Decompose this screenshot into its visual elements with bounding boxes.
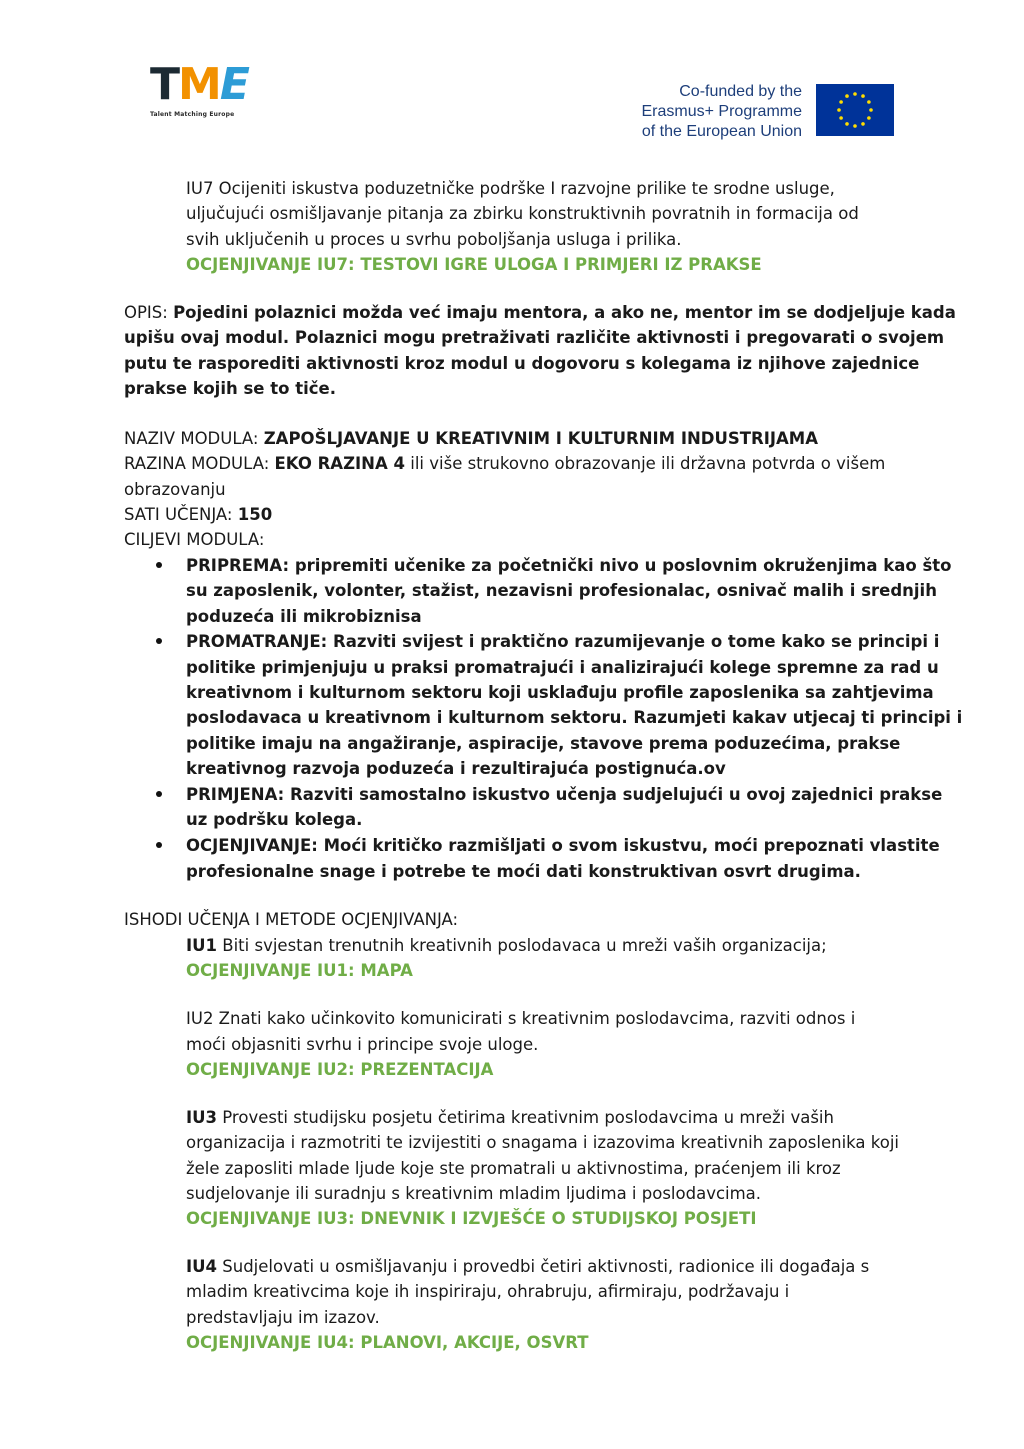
bullet-icon (156, 638, 162, 644)
goal-line: poduzeća ili mikrobiznisa (186, 607, 422, 626)
goal-line: profesionalne snage i potrebe te moći dati konstruktivan osvrt drugima. (186, 862, 861, 881)
iu2-line: IU2 Znati kako učinkovito komunicirati s kreativnim poslodavcima, razviti odnos i (186, 1009, 856, 1028)
opis-line: prakse kojih se to tiče. (124, 379, 336, 398)
iu2-assessment: OCJENJIVANJE IU2: PREZENTACIJA (186, 1060, 494, 1079)
iu1-code: IU1 (186, 936, 218, 955)
goal-line: OCJENJIVANJE: Moći kritičko razmišljati o svom iskustvu, moći prepoznati vlastite (186, 836, 940, 855)
iu2-line: moći objasniti svrhu i principe svoje uloge. (186, 1035, 539, 1054)
razina-rest: ili više strukovno obrazovanje ili državna potvrda o višem (405, 454, 886, 473)
eu-text-line: Erasmus+ Programme (641, 103, 802, 120)
eu-cofunding-logo (628, 82, 894, 140)
razina-line2: obrazovanju (124, 480, 226, 499)
sati-value: 150 (237, 505, 273, 524)
iu1-text: Biti svjestan trenutnih kreativnih poslodavaca u mreži vaših organizacija; (217, 936, 827, 955)
naziv-label: NAZIV MODULA: (124, 429, 264, 448)
eu-cofunding-text (642, 82, 803, 142)
goal-line: PRIMJENA: Razviti samostalno iskustvo učenja sudjelujući u ovoj zajednici prakse (186, 785, 943, 804)
iu3-assessment: OCJENJIVANJE IU3: DNEVNIK I IZVJEŠĆE O STUDIJSKOJ POSJETI (186, 1209, 757, 1228)
bullet-icon (156, 562, 162, 568)
naziv-modula (124, 426, 818, 451)
iu3-line (186, 1105, 834, 1130)
iu4-assessment: OCJENJIVANJE IU4: PLANOVI, AKCIJE, OSVRT (186, 1333, 589, 1352)
logo-letter-e: E (219, 59, 248, 110)
iu3-line: žele zaposliti mlade ljude koje ste promatrali u aktivnostima, praćenjem ili kroz (186, 1159, 841, 1178)
ciljevi-label: CILJEVI MODULA: (124, 530, 265, 549)
opis-text: Pojedini polaznici možda već imaju mentora, a ako ne, mentor im se dodjeljuje kada (173, 303, 956, 322)
razina-value: EKO RAZINA 4 (274, 454, 405, 473)
iu4-line: mladim kreativcima koje ih inspiriraju, ohrabruju, afirmiraju, podržavaju i (186, 1282, 790, 1301)
opis-line: putu te rasporediti aktivnosti kroz modul u dogovoru s kolegama iz njihove zajednice (124, 354, 920, 373)
goal-line: PROMATRANJE: Razviti svijest i praktično razumijevanje o tome kako se principi i (186, 632, 940, 651)
iu4-text: Sudjelovati u osmišljavanju i provedbi četiri aktivnosti, radionice ili događaja s (217, 1257, 870, 1276)
iu7-assessment: OCJENJIVANJE IU7: TESTOVI IGRE ULOGA I PRIMJERI IZ PRAKSE (186, 255, 762, 274)
sati-label: SATI UČENJA: (124, 505, 238, 524)
logo-letter-m: M (178, 59, 220, 110)
logo-letter-t: T (150, 59, 179, 110)
iu4-line: predstavljaju im izazov. (186, 1308, 380, 1327)
bullet-icon (156, 791, 162, 797)
razina-label: RAZINA MODULA: (124, 454, 275, 473)
logo-wordmark (150, 59, 262, 110)
eu-text-line: Co-funded by the (679, 83, 802, 100)
goal-line: uz podršku kolega. (186, 810, 363, 829)
tme-logo (150, 59, 262, 127)
ishodi-heading: ISHODI UČENJA I METODE OCJENJIVANJA: (124, 910, 459, 929)
iu1-assessment: OCJENJIVANJE IU1: MAPA (186, 961, 413, 980)
iu3-code: IU3 (186, 1108, 218, 1127)
goal-line: kreativnog razvoja poduzeća i rezultirajuća postignuća.ov (186, 759, 726, 778)
goal-line: politike imaju na angažiranje, aspiracije, stavove prema poduzećima, prakse (186, 734, 901, 753)
eu-text-line: of the European Union (641, 123, 802, 140)
iu4-line (186, 1254, 869, 1279)
iu1-line (186, 933, 827, 958)
opis-line (124, 300, 956, 325)
iu7-line: svih uključenih u proces u svrhu poboljšanja usluga i prilika. (186, 230, 682, 249)
iu4-code: IU4 (186, 1257, 218, 1276)
opis-line: upišu ovaj modul. Polaznici mogu pretraživati različite aktivnosti i pregovarati o svojem (124, 328, 945, 347)
sati-ucenja (124, 502, 272, 527)
goal-line: su zaposlenik, volonter, stažist, nezavisni profesionalac, osnivač malih i srednjih (186, 581, 937, 600)
opis-label: OPIS: (124, 303, 174, 322)
iu3-line: organizacija i razmotriti te izvijestiti o snagama i izazovima kreativnih zaposlenika koji (186, 1133, 900, 1152)
iu7-line: IU7 Ocijeniti iskustva poduzetničke podrške I razvojne prilike te srodne usluge, (186, 179, 835, 198)
iu3-line: sudjelovanje ili suradnju s kreativnim mladim ljudima i poslodavcima. (186, 1184, 762, 1203)
bullet-icon (156, 842, 162, 848)
goal-line: PRIPREMA: pripremiti učenike za početnički nivo u poslovnim okruženjima kao što (186, 556, 952, 575)
goal-line: kreativnom i kulturnom sektoru koji usklađuju profile zaposlenika sa zahtjevima (186, 683, 934, 702)
naziv-value: ZAPOŠLJAVANJE U KREATIVNIM I KULTURNIM INDUSTRIJAMA (263, 429, 818, 448)
eu-flag-icon (816, 84, 894, 136)
iu3-text: Provesti studijsku posjetu četirima kreativnim poslodavcima u mreži vaših (217, 1108, 834, 1127)
iu7-line: uljučujući osmišljavanje pitanja za zbirku konstruktivnih povratnih in formacija od (186, 204, 859, 223)
goal-line: poslodavaca u kreativnom i kulturnom sektoru. Razumjeti kakav utjecaj ti principi i (186, 708, 963, 727)
logo-tagline: Talent Matching Europe (150, 111, 235, 118)
razina-modula (124, 451, 885, 476)
goal-line: politike primjenjuju u praksi promatrajući i analizirajući kolege spremne za rad u (186, 658, 939, 677)
